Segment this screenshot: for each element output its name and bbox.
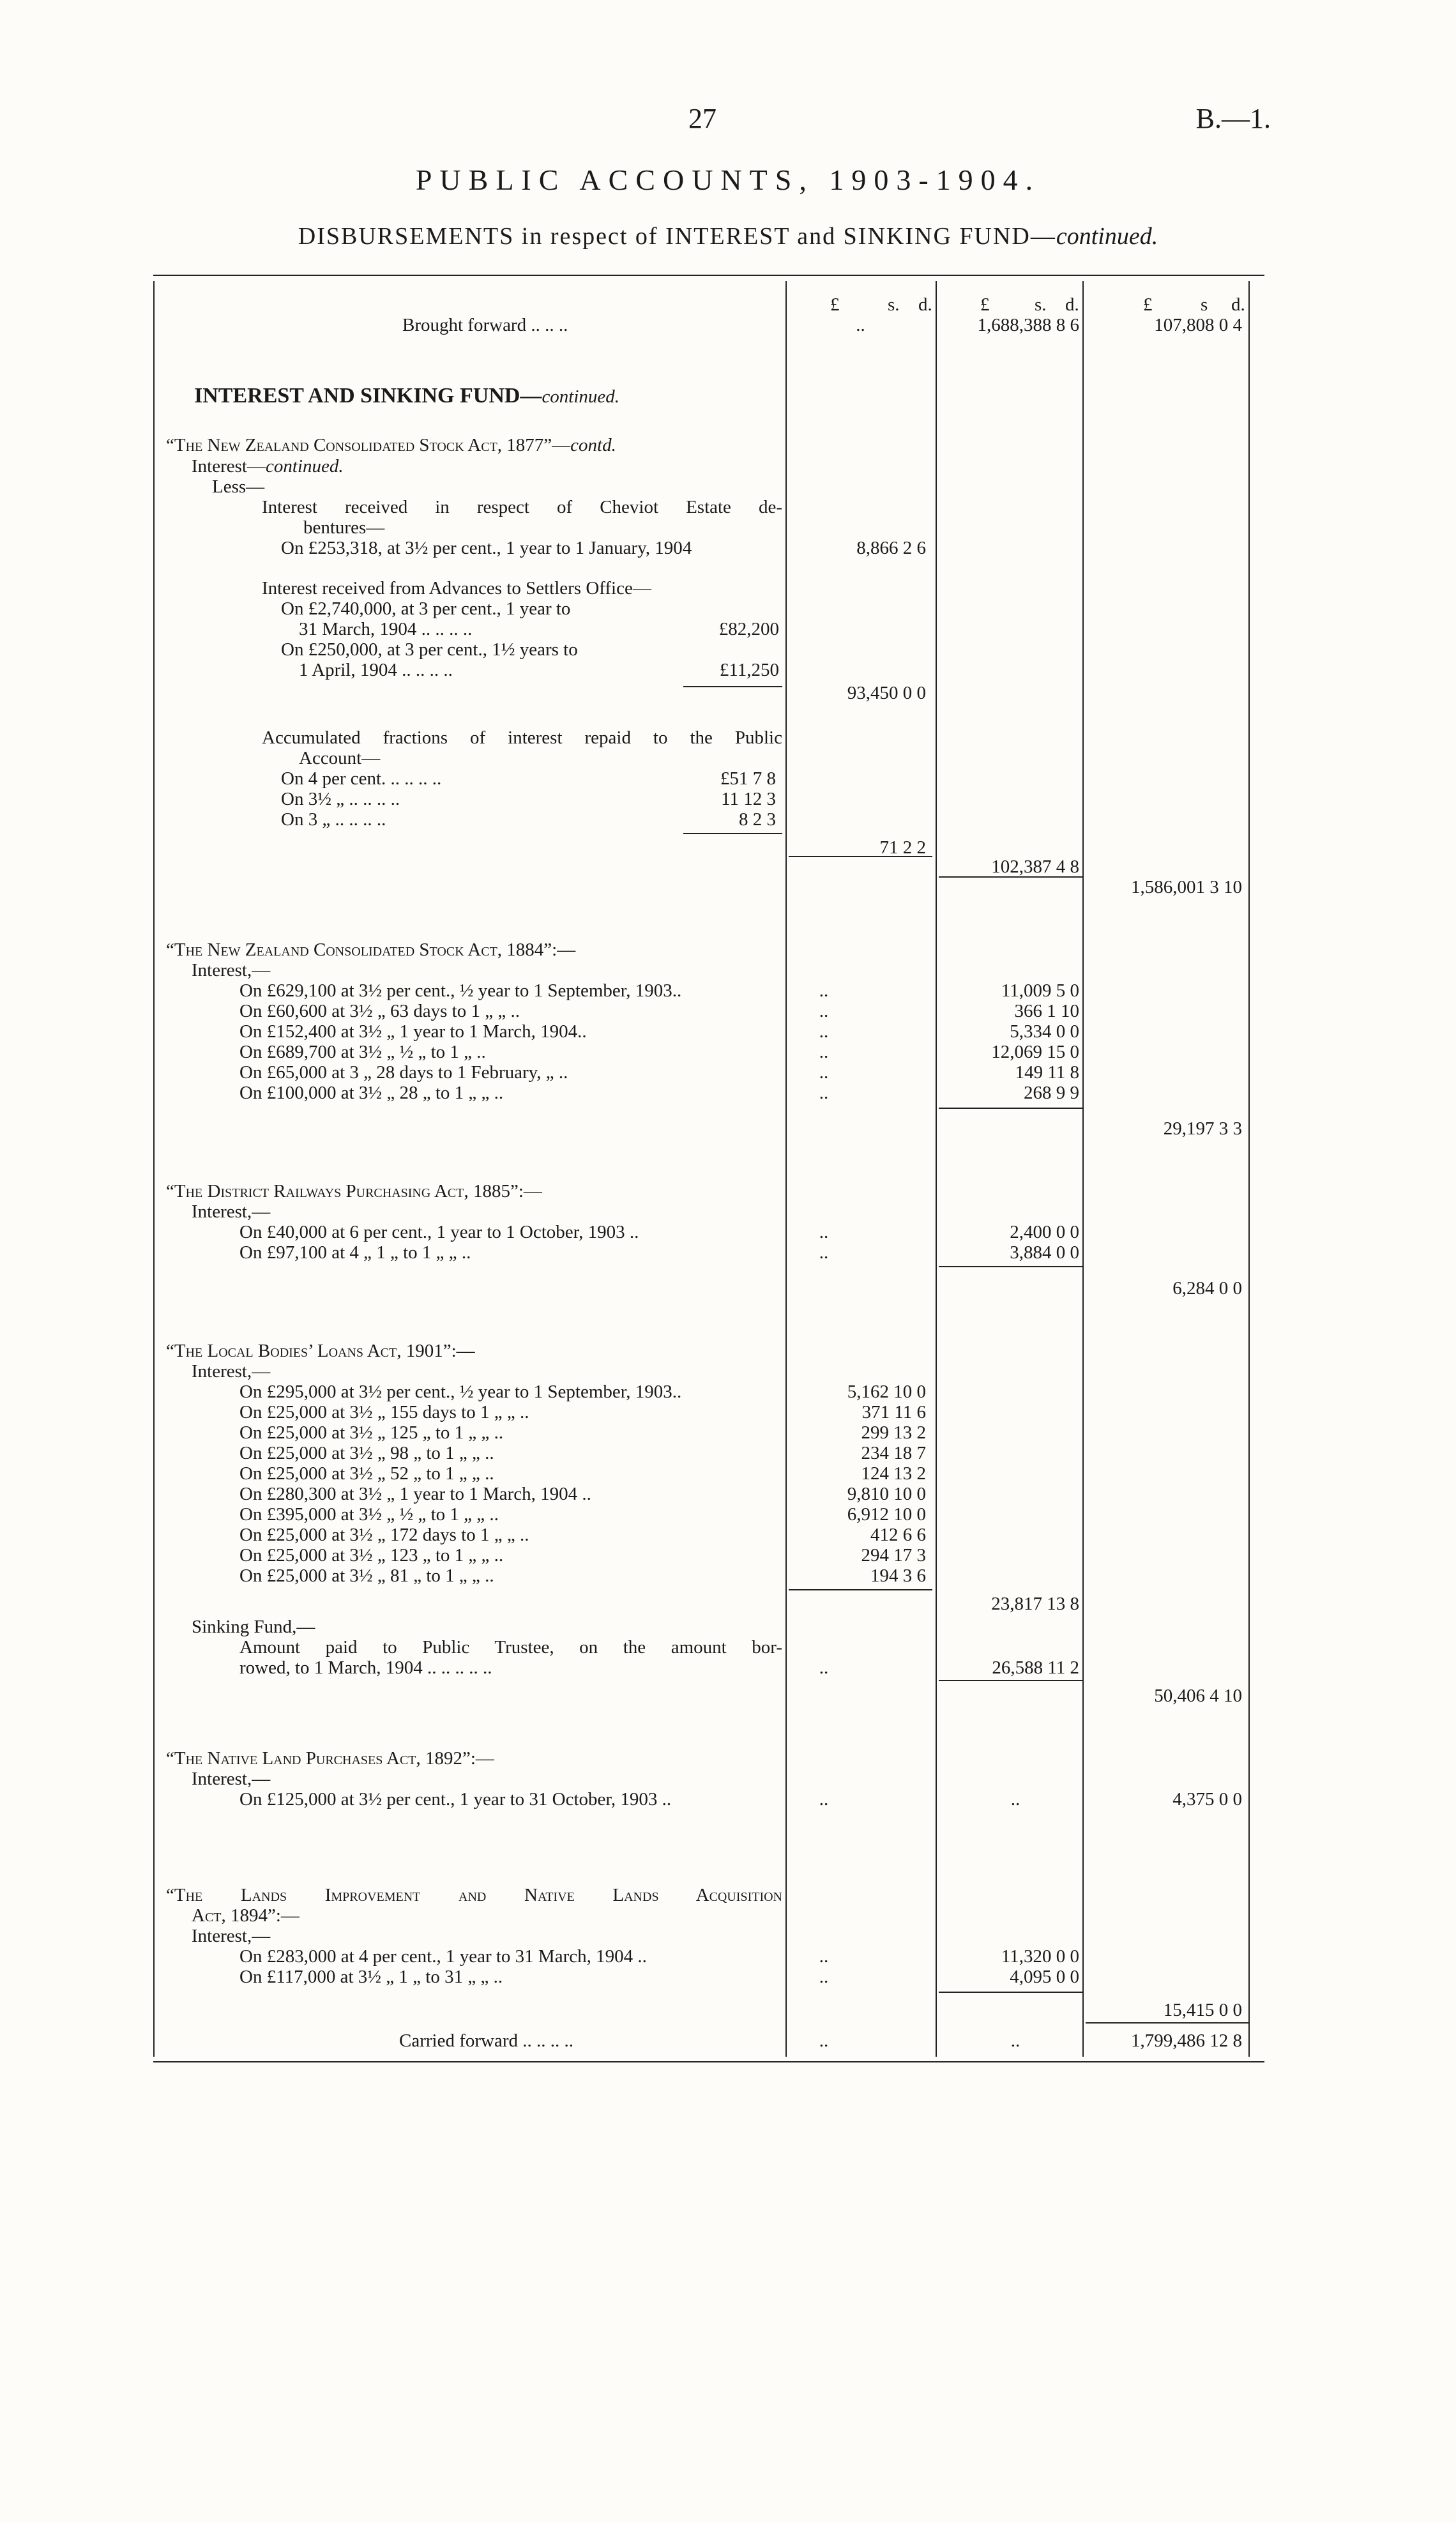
carried-forward-label: Carried forward .. .. .. .. (399, 2031, 573, 2051)
fractions-line1-text: Accumulated fractions of interest repaid to the Public (262, 728, 782, 748)
fractions-total: 71 2 2 (879, 837, 926, 858)
act-1885-rule (939, 1266, 1082, 1267)
col2-pence: d. (1065, 294, 1079, 315)
col1-pound: £ (830, 294, 840, 315)
act-1894-title-line2: Act, 1894”:— (192, 1905, 300, 1926)
row-text: On £25,000 at 3½ „ 123 „ to 1 „ „ .. (239, 1545, 504, 1566)
carried-rule (1086, 2022, 1248, 2024)
row-c2: 3,884 0 0 (1010, 1242, 1079, 1263)
col2-shilling: s. (1035, 294, 1047, 315)
table-row (153, 1966, 1296, 1988)
act-1885-title-text: “The District Railways Purchasing Act, 1885”:— (166, 1181, 542, 1201)
col1-shilling: s. (888, 294, 900, 315)
row-c1: .. (819, 1946, 829, 1967)
sinking-line1-text: Amount paid to Public Trustee, on the amount bor- (239, 1637, 782, 1658)
row-c1: 294 17 3 (861, 1545, 926, 1566)
fraction-label: On 4 per cent. .. .. .. .. (281, 768, 442, 789)
fraction-label: On 3½ „ .. .. .. .. (281, 789, 400, 809)
table-row (153, 1565, 1296, 1587)
act-1894-title-line1: “The Lands Improvement and Native Lands Acquisition (166, 1885, 782, 1905)
act-1894-interest (153, 1925, 1296, 1947)
brought-forward-c1: .. (856, 315, 865, 335)
row-text: On £629,100 at 3½ per cent., ½ year to 1 September, 1903.. (239, 980, 682, 1001)
row-text: On £689,700 at 3½ „ ½ „ to 1 „ .. (239, 1042, 486, 1062)
col3-pence: d. (1231, 294, 1245, 315)
table-row (153, 1041, 1296, 1063)
table-row (153, 1401, 1296, 1423)
row-c1: 9,810 10 0 (847, 1484, 926, 1504)
cheviot-line2 (153, 517, 1296, 538)
act-1885-total-row (153, 1277, 1296, 1299)
act-1901-total: 50,406 4 10 (1154, 1686, 1242, 1706)
carried-forward-row (153, 2030, 1296, 2052)
row-text: On £280,300 at 3½ „ 1 year to 1 March, 1904 .. (239, 1484, 591, 1504)
settlers-line4 (153, 639, 1296, 660)
row-c1: 124 13 2 (861, 1463, 926, 1484)
col1-pence: d. (918, 294, 932, 315)
cheviot-line3-text: On £253,318, at 3½ per cent., 1 year to 1 January, 1904 (281, 538, 692, 558)
page-title: PUBLIC ACCOUNTS, 1903-1904. (415, 164, 1041, 196)
subtitle-italic: continued. (1056, 223, 1158, 250)
cheviot-line1 (153, 496, 1296, 518)
table-row (153, 980, 1296, 1002)
fractions-total-row (153, 837, 1296, 858)
act-1894-interest-label: Interest,— (192, 1926, 271, 1946)
section-heading (153, 382, 1296, 410)
act-1894-rule (939, 1992, 1082, 1993)
act-1884-interest-label: Interest,— (192, 960, 271, 980)
act-1884-interest (153, 959, 1296, 981)
section-heading-main: INTEREST AND SINKING FUND— (194, 384, 542, 408)
row-c2: 149 11 8 (1015, 1062, 1079, 1083)
act-1892-title (153, 1748, 1296, 1769)
fraction-label: On 3 „ .. .. .. .. (281, 809, 386, 830)
row-c1: 6,912 10 0 (847, 1504, 926, 1525)
table-row (153, 1544, 1296, 1566)
column-headers (153, 294, 1296, 316)
settlers-line3-text: 31 March, 1904 .. .. .. .. (299, 619, 473, 639)
col3-pound: £ (1143, 294, 1153, 315)
row-text: On £117,000 at 3½ „ 1 „ to 31 „ „ .. (239, 1967, 503, 1987)
section-heading-italic: continued. (542, 386, 620, 407)
row-c1: .. (819, 1042, 829, 1062)
row-text: On £25,000 at 3½ „ 155 days to 1 „ „ .. (239, 1402, 529, 1422)
row-text: On £25,000 at 3½ „ 172 days to 1 „ „ .. (239, 1525, 529, 1545)
cheviot-line1-text: Interest received in respect of Cheviot Estate de- (262, 497, 782, 517)
act-1885-total: 6,284 0 0 (1172, 1278, 1242, 1299)
table-row (153, 1483, 1296, 1505)
act-1884-title-text: “The New Zealand Consolidated Stock Act, 1884”:— (166, 940, 576, 960)
row-c1: .. (819, 980, 829, 1001)
sinking-amount: 26,588 11 2 (992, 1658, 1079, 1678)
fraction-amount: 11 12 3 (721, 789, 776, 809)
table-row (153, 1221, 1296, 1243)
act-1901-total-row (153, 1685, 1296, 1707)
row-text: On £25,000 at 3½ „ 125 „ to 1 „ „ .. (239, 1422, 504, 1443)
row-c1: 5,162 10 0 (847, 1382, 926, 1402)
settlers-line3 (153, 618, 1296, 640)
brought-forward-c3: 107,808 0 4 (1154, 315, 1242, 335)
act-1877-title-text: “The New Zealand Consolidated Stock Act, 1877”— (166, 435, 571, 455)
table-row (153, 1442, 1296, 1464)
net-total-row (153, 876, 1296, 898)
act-1892-title-text: “The Native Land Purchases Act, 1892”:— (166, 1748, 494, 1769)
row-text: On £25,000 at 3½ „ 98 „ to 1 „ „ .. (239, 1443, 494, 1463)
act-1892-interest (153, 1768, 1296, 1790)
cheviot-line2-text: bentures— (303, 517, 385, 538)
act-1884-rule (939, 1108, 1082, 1109)
table-top-rule (153, 275, 1264, 276)
col2-pound: £ (980, 294, 990, 315)
cheviot-line3 (153, 537, 1296, 559)
row-c1: 194 3 6 (870, 1566, 926, 1586)
carried-forward-c1: .. (819, 2031, 829, 2051)
row-text: On £25,000 at 3½ „ 52 „ to 1 „ „ .. (239, 1463, 494, 1484)
table-row (153, 1021, 1296, 1042)
table-row (153, 1000, 1296, 1022)
settlers-line4-text: On £250,000, at 3 per cent., 1½ years to (281, 639, 578, 660)
fractions-line2 (153, 747, 1296, 769)
less-total: 102,387 4 8 (991, 857, 1079, 877)
fractions-line1 (153, 727, 1296, 749)
act-1892-interest-label: Interest,— (192, 1769, 271, 1789)
act-1885-interest (153, 1201, 1296, 1223)
row-c2: 11,009 5 0 (1001, 980, 1079, 1001)
settlers-line5 (153, 659, 1296, 681)
act-1892-total: 4,375 0 0 (1172, 1789, 1242, 1810)
act-1901-interest-rule (789, 1589, 932, 1590)
row-c1: .. (819, 1021, 829, 1042)
act-1877-net-total: 1,586,001 3 10 (1131, 877, 1242, 897)
act-1885-title (153, 1180, 1296, 1202)
settlers-amount-1: £82,200 (718, 619, 779, 639)
row-c1: 371 11 6 (861, 1402, 926, 1422)
act-1901-interest-total: 23,817 13 8 (991, 1594, 1079, 1614)
row-text: On £100,000 at 3½ „ 28 „ to 1 „ „ .. (239, 1083, 504, 1103)
act-1884-title (153, 939, 1296, 961)
table-row (153, 1524, 1296, 1546)
act-1885-interest-label: Interest,— (192, 1201, 271, 1222)
fractions-rule (683, 833, 782, 834)
settlers-line1 (153, 577, 1296, 599)
row-c2: 4,095 0 0 (1010, 1967, 1079, 1987)
sinking-line1 (153, 1636, 1296, 1658)
row-text: On £60,600 at 3½ „ 63 days to 1 „ „ .. (239, 1001, 520, 1021)
fraction-row (153, 809, 1296, 830)
row-c1: .. (819, 1001, 829, 1021)
act-1901-rule (939, 1680, 1082, 1681)
brought-forward-label: Brought forward .. .. .. (402, 315, 568, 335)
act-1901-interest-label: Interest,— (192, 1361, 271, 1382)
series-code: B.—1. (1195, 103, 1271, 134)
act-1894-title-2 (153, 1905, 1296, 1926)
settlers-amount-2: £11,250 (719, 660, 779, 680)
row-c2: 11,320 0 0 (1001, 1946, 1079, 1967)
row-text: On £125,000 at 3½ per cent., 1 year to 31 October, 1903 .. (239, 1789, 672, 1810)
row-c1: .. (819, 1967, 829, 1987)
row-c1: .. (819, 1222, 829, 1242)
table-row (153, 1062, 1296, 1083)
row-c1: 299 13 2 (861, 1422, 926, 1443)
act-1901-interest-total-row (153, 1593, 1296, 1615)
col3-shilling: s (1201, 294, 1208, 315)
act-1901-title-text: “The Local Bodies’ Loans Act, 1901”:— (166, 1341, 475, 1361)
brought-forward-row (153, 314, 1296, 336)
table-row (153, 1422, 1296, 1444)
settlers-line2 (153, 598, 1296, 620)
table-bottom-rule (153, 2061, 1264, 2062)
table-row (153, 1463, 1296, 1484)
fraction-row (153, 768, 1296, 789)
act-1884-total-row (153, 1118, 1296, 1140)
table-row (153, 1946, 1296, 1967)
page-subtitle (0, 222, 1456, 250)
fractions-line2-text: Account— (299, 748, 381, 768)
act-1877-interest-italic: continued. (265, 456, 344, 476)
act-1901-title (153, 1340, 1296, 1362)
table-row (153, 1504, 1296, 1525)
act-1877-interest-label: Interest— (192, 456, 266, 476)
act-1877-title-italic: contd. (570, 435, 616, 455)
table-row (153, 1381, 1296, 1403)
table-row (153, 1242, 1296, 1263)
table-row (153, 1788, 1296, 1810)
carried-forward-c2: .. (1010, 2031, 1020, 2051)
fraction-amount: £51 7 8 (720, 768, 776, 789)
table-row (153, 1082, 1296, 1104)
row-text: On £25,000 at 3½ „ 81 „ to 1 „ „ .. (239, 1566, 494, 1586)
sinking-fund-label-row (153, 1616, 1296, 1638)
row-c2: .. (1010, 1789, 1020, 1810)
row-c1: .. (819, 1083, 829, 1103)
row-c2: 2,400 0 0 (1010, 1222, 1079, 1242)
row-c2: 268 9 9 (1024, 1083, 1079, 1103)
act-1894-total-row (153, 1999, 1296, 2021)
row-c1: .. (819, 1242, 829, 1263)
carried-forward-total: 1,799,486 12 8 (1131, 2031, 1242, 2051)
row-c2: 366 1 10 (1014, 1001, 1079, 1021)
row-text: On £295,000 at 3½ per cent., ½ year to 1 September, 1903.. (239, 1382, 682, 1402)
settlers-line1-text: Interest received from Advances to Settlers Office— (262, 578, 651, 598)
row-c2: 12,069 15 0 (991, 1042, 1079, 1062)
act-1894-title-1 (153, 1884, 1296, 1906)
cheviot-amount: 8,866 2 6 (856, 538, 926, 558)
act-1877-less (153, 476, 1296, 498)
accounts-table (153, 275, 1296, 2523)
act-1901-interest (153, 1361, 1296, 1382)
sinking-line2 (153, 1657, 1296, 1679)
settlers-line5-text: 1 April, 1904 .. .. .. .. (299, 660, 453, 680)
row-text: On £65,000 at 3 „ 28 days to 1 February, „ .. (239, 1062, 568, 1083)
sinking-c1: .. (819, 1658, 829, 1678)
act-1884-total: 29,197 3 3 (1163, 1118, 1242, 1139)
row-text: On £283,000 at 4 per cent., 1 year to 31 March, 1904 .. (239, 1946, 647, 1967)
row-c1: .. (819, 1789, 829, 1810)
act-1877-interest (153, 455, 1296, 477)
less-total-row (153, 856, 1296, 878)
settlers-total-row (153, 682, 1296, 704)
less-label: Less— (212, 476, 265, 497)
row-c2: 5,334 0 0 (1010, 1021, 1079, 1042)
sinking-line2-text: rowed, to 1 March, 1904 .. .. .. .. .. (239, 1658, 492, 1678)
row-c1: 412 6 6 (870, 1525, 926, 1545)
act-1894-total: 15,415 0 0 (1163, 2000, 1242, 2020)
settlers-line2-text: On £2,740,000, at 3 per cent., 1 year to (281, 598, 571, 619)
brought-forward-c2: 1,688,388 8 6 (977, 315, 1079, 335)
row-text: On £395,000 at 3½ „ ½ „ to 1 „ „ .. (239, 1504, 499, 1525)
row-c1: .. (819, 1062, 829, 1083)
subtitle-main: DISBURSEMENTS in respect of INTEREST and SINKING FUND— (298, 223, 1056, 250)
sinking-fund-label: Sinking Fund,— (192, 1617, 315, 1637)
page-number: 27 (688, 103, 717, 134)
fraction-row (153, 788, 1296, 810)
fraction-amount: 8 2 3 (739, 809, 776, 830)
row-text: On £97,100 at 4 „ 1 „ to 1 „ „ .. (239, 1242, 471, 1263)
settlers-total: 93,450 0 0 (847, 683, 926, 703)
row-c1: 234 18 7 (861, 1443, 926, 1463)
row-text: On £40,000 at 6 per cent., 1 year to 1 October, 1903 .. (239, 1222, 639, 1242)
act-1877-title (153, 434, 1296, 456)
row-text: On £152,400 at 3½ „ 1 year to 1 March, 1904.. (239, 1021, 587, 1042)
